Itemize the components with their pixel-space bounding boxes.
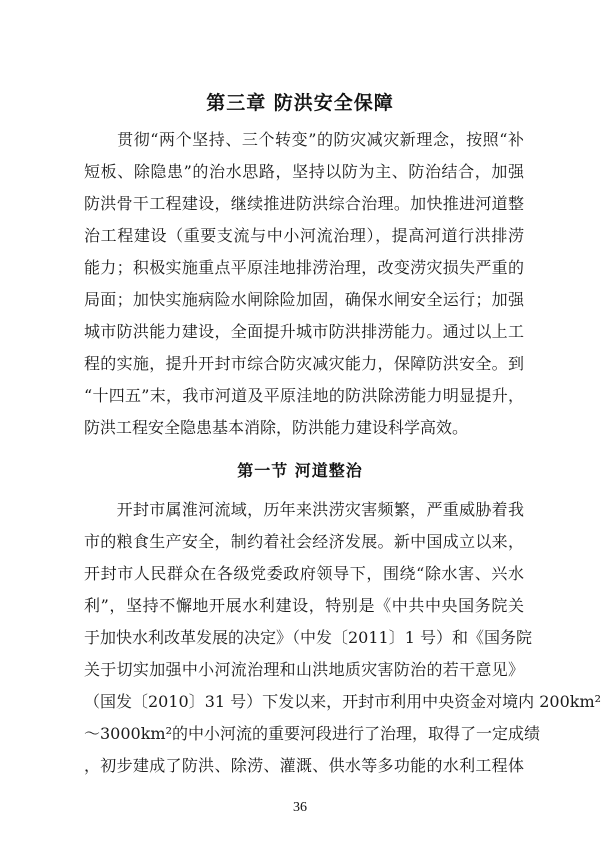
- paragraph-2-line: 市的粮食生产安全，制约着社会经济发展。新中国成立以来，: [84, 532, 524, 551]
- paragraph-1-line: 程的实施，提升开封市综合防灾减灾能力，保障防洪安全。到: [84, 354, 524, 373]
- paragraph-1-line: 短板、除隐患”的治水思路，坚持以防为主、防治结合，加强: [84, 162, 524, 181]
- paragraph-1-line: 局面；加快实施病险水闸除险加固，确保水闸安全运行；加强: [84, 290, 524, 309]
- paragraph-2-line: 关于切实加强中小河流治理和山洪地质灾害防治的若干意见》: [84, 660, 524, 679]
- paragraph-2-line: ～3000km²的中小河流的重要河段进行了治理，取得了一定成绩: [84, 724, 541, 743]
- paragraph-1-line: 能力；积极实施重点平原洼地排涝治理，改变涝灾损失严重的: [84, 258, 524, 277]
- paragraph-1-line: “十四五”末，我市河道及平原洼地的防洪除涝能力明显提升，: [84, 386, 524, 405]
- page-number: 36: [293, 800, 307, 815]
- paragraph-2-line: 利”，坚持不懈地开展水利建设，特别是《中共中央国务院关: [84, 596, 524, 615]
- paragraph-1-line: 治工程建设（重要支流与中小河流治理），提高河道行洪排涝: [84, 226, 524, 245]
- paragraph-1-line: 城市防洪能力建设，全面提升城市防洪排涝能力。通过以上工: [84, 322, 524, 341]
- paragraph-2-line: 开封市属淮河流域，历年来洪涝灾害频繁，严重威胁着我: [84, 500, 524, 519]
- paragraph-2-line: （国发〔2010〕31 号）下发以来，开封市利用中央资金对境内 200km²: [84, 692, 601, 711]
- paragraph-2-line: 于加快水利改革发展的决定》（中发〔2011〕1 号）和《国务院: [84, 628, 532, 647]
- paragraph-2-line: 开封市人民群众在各级党委政府领导下，围绕“除水害、兴水: [84, 564, 524, 583]
- chapter-title: 第三章 防洪安全保障: [206, 92, 394, 114]
- paragraph-1-line: 防洪骨干工程建设，继续推进防洪综合治理。加快推进河道整: [84, 194, 524, 213]
- paragraph-2-line: ，初步建成了防洪、除涝、灌溉、供水等多功能的水利工程体: [84, 756, 524, 775]
- paragraph-1-line: 防洪工程安全隐患基本消除，防洪能力建设科学高效。: [84, 418, 469, 437]
- paragraph-1-line: 贯彻“两个坚持、三个转变”的防灾减灾新理念，按照“补: [84, 130, 524, 149]
- section-title: 第一节 河道整治: [237, 461, 363, 480]
